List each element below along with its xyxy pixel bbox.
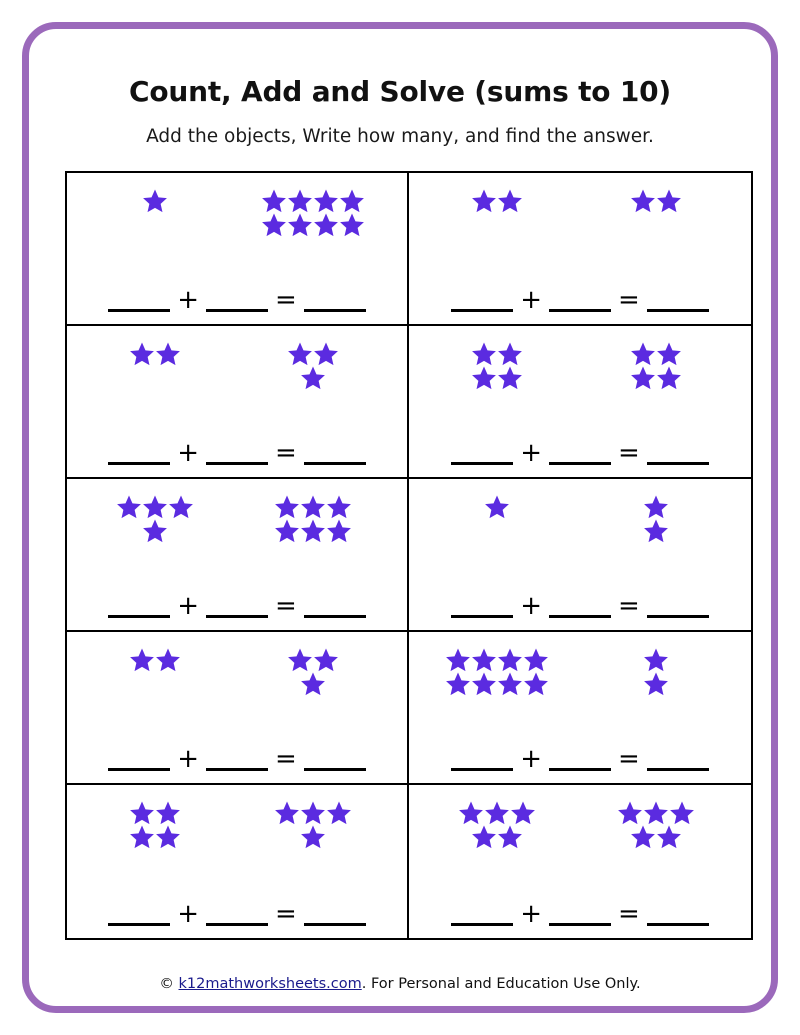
- star-group: [231, 642, 395, 696]
- star-icon: [643, 518, 669, 544]
- star-row: [445, 648, 549, 672]
- star-row: [274, 801, 352, 825]
- equals-sign: =: [275, 899, 297, 929]
- plus-sign: +: [520, 285, 542, 315]
- star-icon: [630, 341, 656, 367]
- problem-cell: [67, 785, 409, 938]
- sum-blank[interactable]: [647, 595, 709, 618]
- plus-sign: +: [520, 438, 542, 468]
- star-row: [261, 189, 365, 213]
- problem-objects: [421, 336, 739, 424]
- star-icon: [313, 647, 339, 673]
- problem-cell: [409, 632, 751, 785]
- sum-blank[interactable]: [647, 903, 709, 926]
- star-icon: [300, 518, 326, 544]
- star-icon: [630, 188, 656, 214]
- plus-sign: +: [177, 899, 199, 929]
- addend-two-blank[interactable]: [206, 289, 268, 312]
- star-row: [129, 825, 181, 849]
- star-icon: [471, 671, 497, 697]
- problem-objects: [421, 795, 739, 883]
- equation-row: [421, 899, 739, 929]
- star-group: [79, 795, 231, 849]
- star-row: [630, 366, 682, 390]
- star-group: [231, 795, 395, 849]
- equals-sign: =: [618, 899, 640, 929]
- problem-cell: [409, 326, 751, 479]
- star-icon: [643, 671, 669, 697]
- problem-cell: [67, 173, 409, 326]
- star-group: [79, 489, 231, 543]
- addend-two-blank[interactable]: [549, 595, 611, 618]
- star-icon: [497, 647, 523, 673]
- footer: [29, 976, 771, 992]
- plus-sign: +: [520, 899, 542, 929]
- equation-row: [79, 744, 395, 774]
- star-icon: [471, 188, 497, 214]
- star-group: [574, 642, 739, 696]
- star-icon: [339, 212, 365, 238]
- star-row: [274, 519, 352, 543]
- star-icon: [643, 494, 669, 520]
- star-icon: [471, 341, 497, 367]
- star-icon: [497, 188, 523, 214]
- star-row: [129, 648, 181, 672]
- addend-two-blank[interactable]: [549, 903, 611, 926]
- star-row: [643, 648, 669, 672]
- problem-cell: [67, 479, 409, 632]
- plus-sign: +: [520, 591, 542, 621]
- equation-row: [421, 285, 739, 315]
- star-group: [79, 642, 231, 672]
- star-row: [142, 519, 168, 543]
- star-icon: [656, 188, 682, 214]
- addend-two-blank[interactable]: [206, 903, 268, 926]
- star-icon: [326, 800, 352, 826]
- star-icon: [155, 800, 181, 826]
- addend-two-blank[interactable]: [549, 289, 611, 312]
- star-row: [129, 801, 181, 825]
- problem-objects: [421, 183, 739, 271]
- star-row: [458, 801, 536, 825]
- problem-cell: [409, 479, 751, 632]
- star-row: [445, 672, 549, 696]
- plus-sign: +: [177, 438, 199, 468]
- star-icon: [287, 341, 313, 367]
- star-icon: [523, 671, 549, 697]
- star-icon: [471, 824, 497, 850]
- star-icon: [155, 647, 181, 673]
- star-icon: [155, 341, 181, 367]
- star-icon: [326, 494, 352, 520]
- star-group: [574, 336, 739, 390]
- star-icon: [287, 212, 313, 238]
- star-icon: [497, 671, 523, 697]
- sum-blank[interactable]: [647, 748, 709, 771]
- addend-one-blank[interactable]: [451, 442, 513, 465]
- sum-blank[interactable]: [647, 442, 709, 465]
- footer-link[interactable]: k12mathworksheets.com: [178, 976, 362, 992]
- star-icon: [142, 188, 168, 214]
- star-icon: [155, 824, 181, 850]
- star-icon: [300, 365, 326, 391]
- star-icon: [510, 800, 536, 826]
- star-row: [274, 495, 352, 519]
- star-row: [471, 366, 523, 390]
- addend-one-blank[interactable]: [108, 442, 170, 465]
- star-icon: [313, 188, 339, 214]
- page-subtitle: Add the objects, Write how many, and find the answer.: [146, 126, 654, 147]
- addend-one-blank[interactable]: [108, 903, 170, 926]
- problem-objects: [79, 336, 395, 424]
- star-row: [287, 342, 339, 366]
- sum-blank[interactable]: [304, 442, 366, 465]
- sum-blank[interactable]: [647, 289, 709, 312]
- star-icon: [497, 824, 523, 850]
- equation-row: [79, 285, 395, 315]
- star-icon: [669, 800, 695, 826]
- star-icon: [313, 212, 339, 238]
- star-group: [421, 336, 574, 390]
- addend-two-blank[interactable]: [206, 442, 268, 465]
- star-group: [79, 183, 231, 213]
- star-row: [471, 189, 523, 213]
- star-icon: [287, 647, 313, 673]
- addend-one-blank[interactable]: [451, 595, 513, 618]
- star-icon: [274, 518, 300, 544]
- star-icon: [471, 365, 497, 391]
- star-group: [421, 183, 574, 213]
- star-group: [421, 795, 574, 849]
- star-icon: [656, 365, 682, 391]
- addend-one-blank[interactable]: [451, 748, 513, 771]
- star-icon: [300, 800, 326, 826]
- star-icon: [523, 647, 549, 673]
- sum-blank[interactable]: [304, 289, 366, 312]
- star-icon: [656, 824, 682, 850]
- equals-sign: =: [275, 591, 297, 621]
- star-icon: [630, 365, 656, 391]
- problem-objects: [79, 183, 395, 271]
- star-icon: [261, 188, 287, 214]
- star-row: [630, 189, 682, 213]
- problem-objects: [79, 489, 395, 577]
- star-row: [116, 495, 194, 519]
- star-icon: [497, 341, 523, 367]
- star-icon: [129, 341, 155, 367]
- star-row: [300, 825, 326, 849]
- star-icon: [261, 212, 287, 238]
- star-icon: [471, 647, 497, 673]
- star-row: [617, 801, 695, 825]
- addend-one-blank[interactable]: [108, 595, 170, 618]
- star-row: [261, 213, 365, 237]
- equals-sign: =: [275, 438, 297, 468]
- star-icon: [142, 494, 168, 520]
- star-icon: [484, 494, 510, 520]
- star-row: [287, 648, 339, 672]
- equation-row: [79, 438, 395, 468]
- star-icon: [300, 494, 326, 520]
- star-group: [421, 489, 574, 519]
- problem-objects: [421, 489, 739, 577]
- star-icon: [300, 824, 326, 850]
- star-row: [471, 342, 523, 366]
- star-icon: [339, 188, 365, 214]
- star-row: [643, 519, 669, 543]
- star-row: [643, 495, 669, 519]
- star-row: [630, 342, 682, 366]
- addend-two-blank[interactable]: [206, 748, 268, 771]
- problem-cell: [67, 632, 409, 785]
- star-icon: [313, 341, 339, 367]
- footer-copyright: ©: [159, 976, 179, 992]
- star-group: [231, 183, 395, 237]
- star-icon: [142, 518, 168, 544]
- addend-one-blank[interactable]: [451, 903, 513, 926]
- star-group: [231, 489, 395, 543]
- equation-row: [79, 591, 395, 621]
- star-row: [300, 366, 326, 390]
- problem-cell: [409, 173, 751, 326]
- star-icon: [458, 800, 484, 826]
- plus-sign: +: [177, 744, 199, 774]
- star-icon: [168, 494, 194, 520]
- footer-rest: . For Personal and Education Use Only.: [361, 976, 641, 992]
- star-icon: [274, 494, 300, 520]
- star-row: [300, 672, 326, 696]
- addend-two-blank[interactable]: [549, 442, 611, 465]
- problem-objects: [79, 642, 395, 730]
- star-icon: [129, 824, 155, 850]
- problem-cell: [67, 326, 409, 479]
- equals-sign: =: [618, 438, 640, 468]
- problem-cell: [409, 785, 751, 938]
- star-row: [471, 825, 523, 849]
- star-icon: [116, 494, 142, 520]
- star-icon: [656, 341, 682, 367]
- addend-one-blank[interactable]: [108, 289, 170, 312]
- star-group: [421, 642, 574, 696]
- equation-row: [421, 744, 739, 774]
- star-row: [484, 495, 510, 519]
- equation-row: [421, 438, 739, 468]
- addend-one-blank[interactable]: [451, 289, 513, 312]
- star-row: [129, 342, 181, 366]
- star-group: [574, 795, 739, 849]
- star-row: [630, 825, 682, 849]
- star-icon: [287, 188, 313, 214]
- plus-sign: +: [177, 591, 199, 621]
- star-icon: [326, 518, 352, 544]
- addend-two-blank[interactable]: [206, 595, 268, 618]
- problem-objects: [421, 642, 739, 730]
- star-icon: [274, 800, 300, 826]
- sum-blank[interactable]: [304, 748, 366, 771]
- problem-objects: [79, 795, 395, 883]
- equals-sign: =: [275, 285, 297, 315]
- star-icon: [630, 824, 656, 850]
- star-icon: [643, 800, 669, 826]
- plus-sign: +: [520, 744, 542, 774]
- star-group: [231, 336, 395, 390]
- sum-blank[interactable]: [304, 903, 366, 926]
- problem-grid: [65, 171, 753, 940]
- equals-sign: =: [275, 744, 297, 774]
- star-row: [142, 189, 168, 213]
- worksheet-sheet: [22, 22, 778, 1013]
- star-group: [79, 336, 231, 366]
- star-group: [574, 183, 739, 213]
- star-icon: [445, 671, 471, 697]
- star-icon: [129, 800, 155, 826]
- star-icon: [643, 647, 669, 673]
- star-row: [643, 672, 669, 696]
- plus-sign: +: [177, 285, 199, 315]
- star-icon: [129, 647, 155, 673]
- equation-row: [421, 591, 739, 621]
- equals-sign: =: [618, 744, 640, 774]
- sum-blank[interactable]: [304, 595, 366, 618]
- star-icon: [445, 647, 471, 673]
- equals-sign: =: [618, 285, 640, 315]
- addend-two-blank[interactable]: [549, 748, 611, 771]
- star-group: [574, 489, 739, 543]
- star-icon: [300, 671, 326, 697]
- addend-one-blank[interactable]: [108, 748, 170, 771]
- star-icon: [497, 365, 523, 391]
- star-icon: [484, 800, 510, 826]
- star-icon: [617, 800, 643, 826]
- equals-sign: =: [618, 591, 640, 621]
- page-title: Count, Add and Solve (sums to 10): [128, 75, 672, 108]
- equation-row: [79, 899, 395, 929]
